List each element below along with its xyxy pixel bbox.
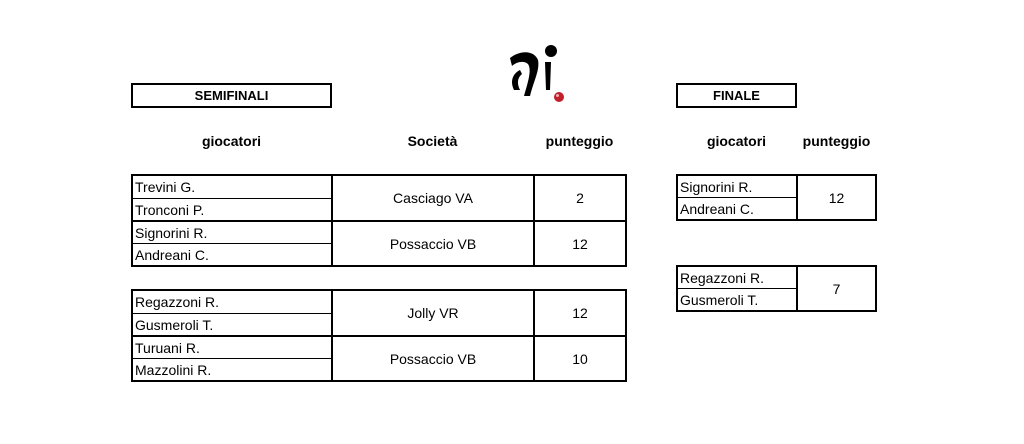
semifinal-group-1	[131, 174, 627, 267]
header-punteggio: punteggio	[545, 133, 614, 149]
finale-match-1	[676, 174, 877, 221]
player-name: Gusmeroli T.	[135, 317, 214, 333]
player-name: Tronconi P.	[135, 202, 205, 218]
header-societa: Società	[407, 133, 458, 149]
semifinali-label: SEMIFINALI	[131, 83, 332, 108]
societa-cell: Jolly VR	[407, 305, 459, 321]
player-name: Regazzoni R.	[680, 270, 765, 286]
header-giocatori: giocatori	[201, 133, 262, 149]
finale-header-giocatori: giocatori	[706, 133, 767, 149]
finale-header-punteggio: punteggio	[802, 133, 871, 149]
bowls-player-logo-icon	[504, 40, 566, 106]
player-name: Regazzoni R.	[135, 294, 220, 310]
ball-shape	[554, 92, 564, 102]
finale-match-2	[676, 265, 877, 312]
punteggio-cell: 2	[576, 190, 584, 206]
punteggio-cell: 12	[828, 189, 845, 206]
finale-label: FINALE	[676, 83, 797, 108]
player-name: Signorini R.	[135, 225, 208, 241]
player-name: Signorini R.	[680, 179, 753, 195]
player-name: Mazzolini R.	[135, 362, 212, 378]
societa-cell: Casciago VA	[393, 190, 473, 206]
player-name: Andreani C.	[680, 201, 754, 217]
punteggio-cell: 7	[832, 280, 841, 297]
punteggio-cell: 12	[572, 235, 588, 252]
player-name: Turuani R.	[135, 340, 200, 356]
semifinal-group-2	[131, 289, 627, 382]
player-name: Andreani C.	[135, 247, 209, 263]
punteggio-cell: 10	[572, 350, 588, 367]
player-name: Trevini G.	[135, 179, 196, 195]
societa-cell: Possaccio VB	[389, 350, 477, 367]
punteggio-cell: 12	[572, 305, 588, 321]
player-name: Gusmeroli T.	[680, 292, 759, 308]
societa-cell: Possaccio VB	[389, 235, 477, 252]
